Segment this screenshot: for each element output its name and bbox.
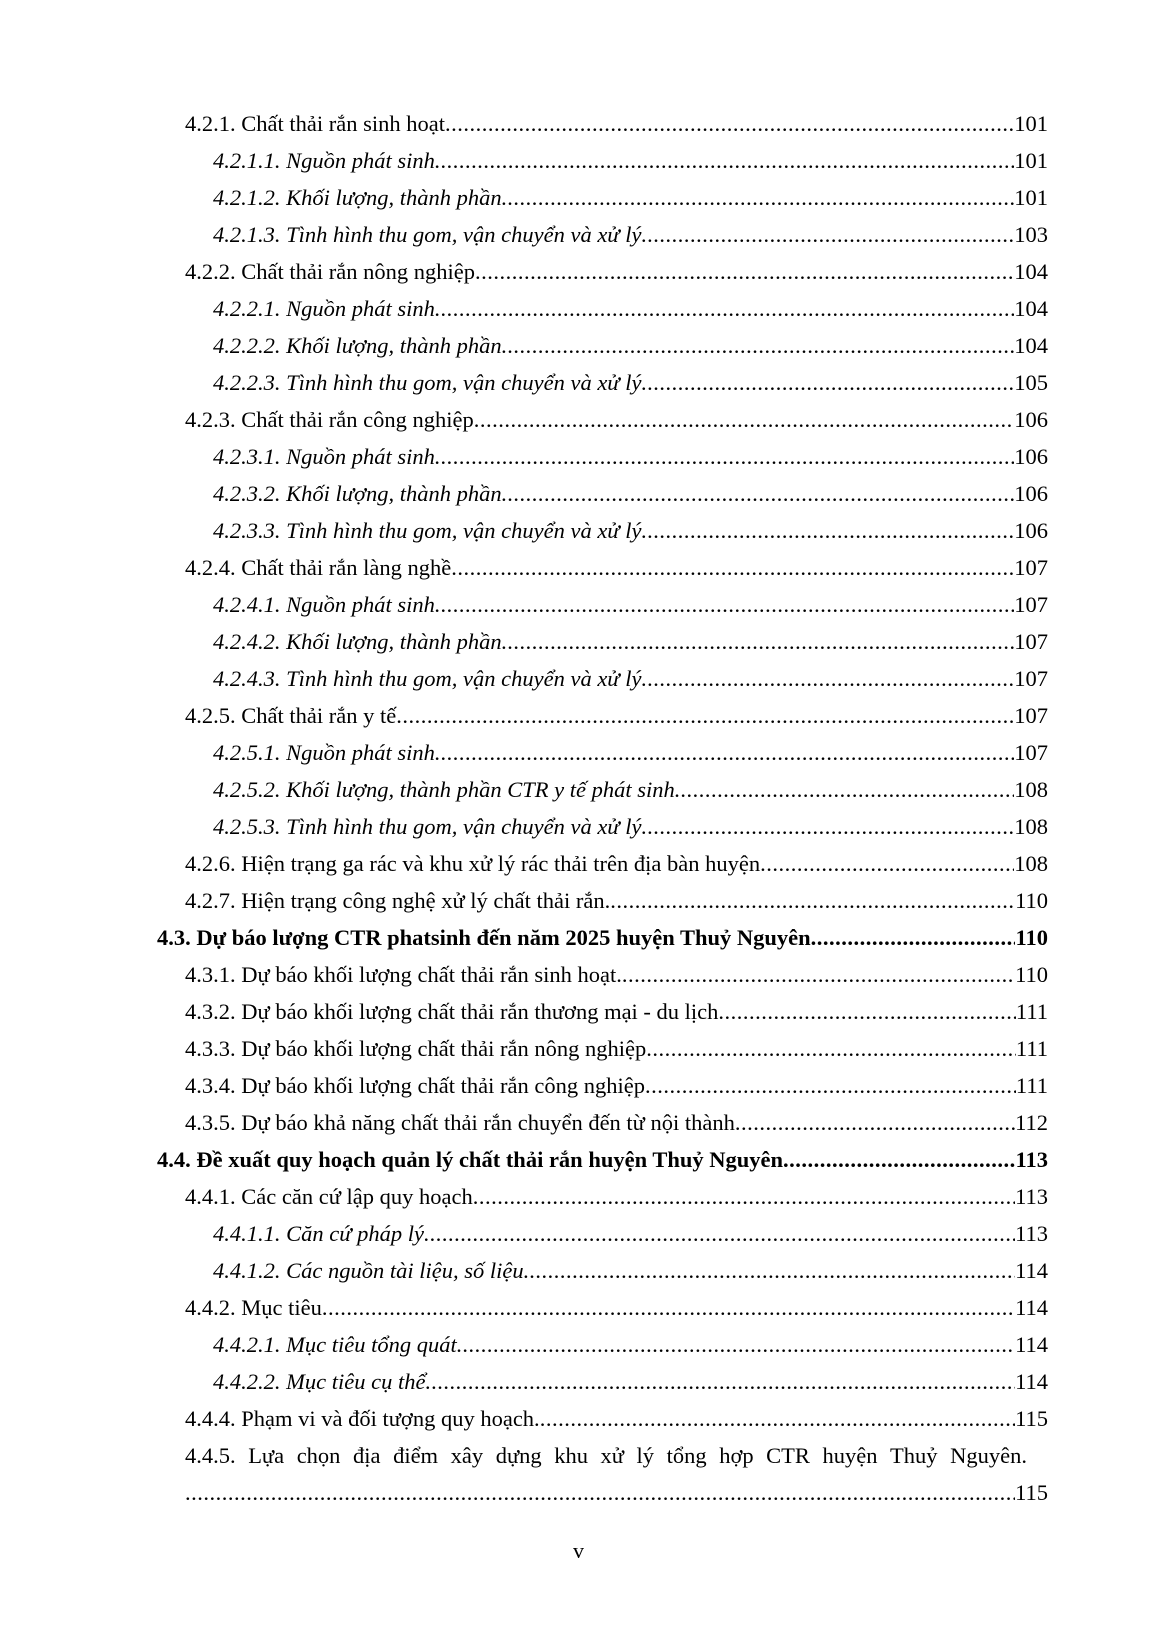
toc-entry[interactable] xyxy=(0,179,1157,216)
toc-entry[interactable] xyxy=(0,845,1157,882)
toc-entry-line xyxy=(185,549,1048,586)
toc-entry-title: 4.2.5.2. Khối lượng, thành phần CTR y tế phát sinh xyxy=(213,777,675,802)
toc-entry-line xyxy=(213,512,1048,549)
toc-entry[interactable] xyxy=(0,401,1157,438)
toc-entry[interactable] xyxy=(0,623,1157,660)
toc-entry[interactable] xyxy=(0,1178,1157,1215)
toc-entry-line xyxy=(213,216,1048,253)
toc-entry[interactable] xyxy=(0,216,1157,253)
toc-entry-page-number: 106 xyxy=(1014,481,1048,506)
dot-leader xyxy=(641,364,1014,401)
toc-entry-title-word: địa xyxy=(353,1443,381,1468)
toc-entry-line xyxy=(213,179,1048,216)
toc-entry[interactable] xyxy=(0,512,1157,549)
toc-entry-page-number: 107 xyxy=(1014,555,1048,580)
toc-entry-page-number: 101 xyxy=(1014,185,1048,210)
toc-entry-title xyxy=(185,1437,1027,1474)
toc-entry-title: 4.4.2.2. Mục tiêu cụ thể xyxy=(213,1369,426,1394)
dot-leader xyxy=(718,993,1015,1030)
toc-entry[interactable] xyxy=(0,697,1157,734)
toc-entry-line xyxy=(185,956,1048,993)
toc-entry-page-number: 111 xyxy=(1015,1073,1048,1098)
toc-entry[interactable] xyxy=(0,475,1157,512)
toc-entry[interactable] xyxy=(0,586,1157,623)
toc-entry-title-word: 4.4.5. xyxy=(185,1443,236,1468)
toc-entry-page-number: 114 xyxy=(1015,1295,1048,1320)
dot-leader xyxy=(735,1104,1015,1141)
dot-leader xyxy=(475,253,1014,290)
toc-entry[interactable] xyxy=(0,882,1157,919)
toc-entry-title-word: Lựa xyxy=(248,1443,285,1468)
toc-entry-title-word: dựng xyxy=(495,1443,542,1468)
toc-entry-title: 4.4.1.1. Căn cứ pháp lý xyxy=(213,1221,425,1246)
toc-entry-title: 4.4.4. Phạm vi và đối tượng quy hoạch. xyxy=(185,1406,540,1431)
dot-leader xyxy=(502,327,1015,364)
toc-entry-title-word: hợp xyxy=(719,1443,754,1468)
toc-entry-line xyxy=(185,845,1048,882)
toc-entry-page-number: 107 xyxy=(1014,629,1048,654)
toc-entry-line xyxy=(213,1252,1048,1289)
dot-leader xyxy=(502,179,1015,216)
dot-leader xyxy=(435,438,1014,475)
dot-leader xyxy=(645,1067,1016,1104)
toc-entry-title-word: điểm xyxy=(393,1443,439,1468)
toc-entry-line xyxy=(185,105,1048,142)
toc-entry[interactable] xyxy=(0,660,1157,697)
dot-leader xyxy=(396,697,1014,734)
table-of-contents xyxy=(0,105,1157,1511)
toc-entry[interactable] xyxy=(0,327,1157,364)
toc-entry-line xyxy=(213,660,1048,697)
toc-entry-line xyxy=(185,1474,1048,1511)
dot-leader xyxy=(610,882,1015,919)
toc-entry-title: 4.4.1. Các căn cứ lập quy hoạch xyxy=(185,1184,473,1209)
dot-leader xyxy=(622,956,1015,993)
dot-leader xyxy=(524,1252,1015,1289)
toc-entry-title: 4.2.2. Chất thải rắn nông nghiệp xyxy=(185,259,475,284)
toc-entry-page-number: 112 xyxy=(1015,1110,1048,1135)
toc-entry-page-number: 103 xyxy=(1014,222,1048,247)
toc-entry[interactable] xyxy=(0,1252,1157,1289)
toc-entry-title: 4.2.5. Chất thải rắn y tế xyxy=(185,703,397,728)
toc-entry[interactable] xyxy=(0,771,1157,808)
toc-entry[interactable] xyxy=(0,1104,1157,1141)
dot-leader xyxy=(435,142,1014,179)
toc-entry-page-number: 108 xyxy=(1014,777,1048,802)
dot-leader xyxy=(540,1400,1015,1437)
toc-entry[interactable] xyxy=(0,734,1157,771)
dot-leader xyxy=(641,808,1014,845)
dot-leader xyxy=(641,660,1014,697)
toc-entry[interactable] xyxy=(0,549,1157,586)
toc-entry-page-number: 106 xyxy=(1014,444,1048,469)
toc-entry-page-number: 108 xyxy=(1014,814,1048,839)
toc-entry[interactable] xyxy=(0,438,1157,475)
dot-leader xyxy=(641,216,1014,253)
toc-entry-title-word: huyện xyxy=(822,1443,878,1468)
toc-entry-title: 4.2.4.1. Nguồn phát sinh xyxy=(213,592,435,617)
toc-entry[interactable] xyxy=(0,1030,1157,1067)
toc-entry-title: 4.3.4. Dự báo khối lượng chất thải rắn công nghiệp xyxy=(185,1073,645,1098)
dot-leader xyxy=(641,512,1014,549)
toc-entry-title-word: khu xyxy=(554,1443,588,1468)
toc-entry-title: 4.3.2. Dự báo khối lượng chất thải rắn thương mại - du lịch xyxy=(185,999,719,1024)
toc-entry-title: 4.2.3. Chất thải rắn công nghiệp xyxy=(185,407,474,432)
toc-entry-line xyxy=(213,475,1048,512)
toc-entry-page-number: 107 xyxy=(1014,703,1048,728)
toc-entry-title-word: Thuỷ xyxy=(890,1443,938,1468)
dot-leader xyxy=(435,734,1014,771)
toc-entry[interactable] xyxy=(0,1215,1157,1252)
toc-entry-line xyxy=(213,364,1048,401)
toc-entry-title: 4.4. Đề xuất quy hoạch quản lý chất thải rắn huyện Thuỷ Nguyên xyxy=(157,1147,783,1172)
toc-entry-page-number: 107 xyxy=(1014,592,1048,617)
toc-entry-page-number: 106 xyxy=(1014,518,1048,543)
toc-entry[interactable] xyxy=(0,253,1157,290)
toc-entry-page-number: 114 xyxy=(1015,1332,1048,1357)
toc-entry-line xyxy=(213,1326,1048,1363)
dot-leader xyxy=(425,1363,1015,1400)
toc-entry-title: 4.2.2.3. Tình hình thu gom, vận chuyển và xử lý xyxy=(213,370,642,395)
toc-entry-title: 4.2.2.2. Khối lượng, thành phần xyxy=(213,333,502,358)
toc-entry[interactable] xyxy=(0,142,1157,179)
dot-leader xyxy=(783,1141,1015,1178)
toc-entry-page-number: 106 xyxy=(1014,407,1048,432)
toc-entry-page-number: 108 xyxy=(1014,851,1048,876)
toc-entry[interactable] xyxy=(0,993,1157,1030)
toc-entry-line xyxy=(185,1178,1048,1215)
toc-entry-title: 4.4.2.1. Mục tiêu tổng quát xyxy=(213,1332,457,1357)
toc-entry-page-number: 107 xyxy=(1014,740,1048,765)
toc-entry-title: 4.2.1.2. Khối lượng, thành phần xyxy=(213,185,502,210)
toc-entry-title: 4.3.5. Dự báo khả năng chất thải rắn chuyển đến từ nội thành xyxy=(185,1110,735,1135)
toc-entry-line xyxy=(185,1030,1048,1067)
toc-entry-line xyxy=(157,1141,1048,1178)
toc-entry-title: 4.2.3.3. Tình hình thu gom, vận chuyển và xử lý xyxy=(213,518,642,543)
toc-entry[interactable] xyxy=(0,919,1157,956)
dot-leader xyxy=(502,623,1015,660)
toc-entry-title: 4.2.3.1. Nguồn phát sinh xyxy=(213,444,435,469)
toc-entry-line xyxy=(185,697,1048,734)
page-number-footer: v xyxy=(573,1538,584,1563)
toc-entry-page-number: 113 xyxy=(1015,1184,1048,1209)
toc-entry[interactable] xyxy=(0,290,1157,327)
toc-entry-page-number: 111 xyxy=(1015,999,1048,1024)
toc-entry-title: 4.3. Dự báo lượng CTR phatsinh đến năm 2025 huyện Thuỷ Nguyên xyxy=(157,925,811,950)
toc-entry[interactable] xyxy=(0,1067,1157,1104)
toc-entry-line xyxy=(213,1363,1048,1400)
toc-entry-page-number: 113 xyxy=(1015,1147,1048,1172)
toc-entry-line xyxy=(185,253,1048,290)
toc-entry-title-word: xử xyxy=(600,1443,624,1468)
toc-entry[interactable] xyxy=(0,105,1157,142)
toc-entry-title-word: lý xyxy=(636,1443,655,1468)
toc-entry-title-word: tổng xyxy=(666,1443,707,1468)
toc-entry-title: 4.3.3. Dự báo khối lượng chất thải rắn nông nghiệp xyxy=(185,1036,647,1061)
toc-entry-title: 4.2.4.3. Tình hình thu gom, vận chuyển và xử lý xyxy=(213,666,642,691)
toc-entry-title: 4.2.4.2. Khối lượng, thành phần xyxy=(213,629,502,654)
toc-entry-line xyxy=(213,623,1048,660)
toc-entry-line xyxy=(213,808,1048,845)
toc-entry-title-word: Nguyên. xyxy=(950,1443,1027,1468)
dot-leader xyxy=(473,1178,1015,1215)
toc-entry-page-number: 114 xyxy=(1015,1369,1048,1394)
toc-entry-line xyxy=(213,1215,1048,1252)
toc-entry-page-number: 104 xyxy=(1014,296,1048,321)
dot-leader xyxy=(811,919,1016,956)
toc-entry-page-number: 110 xyxy=(1015,925,1048,950)
toc-entry-title: 4.3.1. Dự báo khối lượng chất thải rắn sinh hoạt. xyxy=(185,962,622,987)
toc-entry-page-number: 115 xyxy=(1015,1406,1048,1431)
toc-entry-page-number: 110 xyxy=(1015,962,1048,987)
toc-entry-title: 4.2.1. Chất thải rắn sinh hoạt xyxy=(185,111,445,136)
toc-entry-title-word: chọn xyxy=(296,1443,341,1468)
toc-entry-page-number: 110 xyxy=(1015,888,1048,913)
toc-entry-page-number: 101 xyxy=(1014,111,1048,136)
toc-entry-title: 4.2.1.1. Nguồn phát sinh xyxy=(213,148,435,173)
toc-entry-page-number: 114 xyxy=(1015,1258,1048,1283)
toc-entry-page-number: 111 xyxy=(1015,1036,1048,1061)
toc-entry-line xyxy=(185,993,1048,1030)
toc-entry-line xyxy=(185,401,1048,438)
dot-leader xyxy=(185,1474,1015,1511)
dot-leader xyxy=(457,1326,1015,1363)
toc-entry[interactable] xyxy=(0,1141,1157,1178)
toc-entry-title: 4.2.6. Hiện trạng ga rác và khu xử lý rác thải trên địa bàn huyện xyxy=(185,851,761,876)
dot-leader xyxy=(445,105,1014,142)
toc-entry-line xyxy=(157,919,1048,956)
toc-entry-line xyxy=(213,290,1048,327)
toc-entry-page-number: 115 xyxy=(1015,1480,1048,1505)
dot-leader xyxy=(502,475,1015,512)
toc-entry-title: 4.2.4. Chất thải rắn làng nghề xyxy=(185,555,452,580)
toc-entry-title: 4.2.3.2. Khối lượng, thành phần xyxy=(213,481,502,506)
toc-entry[interactable] xyxy=(0,1363,1157,1400)
toc-entry-title: 4.2.5.3. Tình hình thu gom, vận chuyển và xử lý xyxy=(213,814,642,839)
toc-entry[interactable] xyxy=(0,1400,1157,1437)
toc-entry-line xyxy=(185,1289,1048,1326)
toc-entry-title: 4.2.7. Hiện trạng công nghệ xử lý chất thải rắn. xyxy=(185,888,611,913)
toc-entry-title: 4.4.1.2. Các nguồn tài liệu, số liệu xyxy=(213,1258,524,1283)
toc-entry-page-number: 101 xyxy=(1014,148,1048,173)
dot-leader xyxy=(451,549,1014,586)
toc-entry-page-number: 105 xyxy=(1014,370,1048,395)
toc-entry-line xyxy=(213,142,1048,179)
toc-entry-title-word: xây xyxy=(450,1443,484,1468)
toc-entry-page-number: 113 xyxy=(1015,1221,1048,1246)
toc-entry[interactable] xyxy=(0,1437,1157,1511)
toc-entry-title-word: CTR xyxy=(766,1443,810,1468)
toc-entry-line xyxy=(185,1067,1048,1104)
dot-leader xyxy=(760,845,1014,882)
toc-entry[interactable] xyxy=(0,364,1157,401)
toc-entry-line xyxy=(213,734,1048,771)
toc-entry-title: 4.4.2. Mục tiêu xyxy=(185,1295,322,1320)
toc-entry[interactable] xyxy=(0,1289,1157,1326)
toc-entry-title: 4.2.2.1. Nguồn phát sinh xyxy=(213,296,435,321)
toc-entry-title: 4.2.5.1. Nguồn phát sinh xyxy=(213,740,435,765)
toc-entry-line xyxy=(213,327,1048,364)
dot-leader xyxy=(424,1215,1015,1252)
dot-leader xyxy=(646,1030,1016,1067)
toc-entry-page-number: 107 xyxy=(1014,666,1048,691)
dot-leader xyxy=(322,1289,1015,1326)
dot-leader xyxy=(675,771,1014,808)
toc-entry-line xyxy=(213,586,1048,623)
dot-leader xyxy=(435,290,1014,327)
toc-entry[interactable] xyxy=(0,956,1157,993)
toc-entry-page-number: 104 xyxy=(1014,333,1048,358)
toc-entry[interactable] xyxy=(0,808,1157,845)
toc-entry-title: 4.2.1.3. Tình hình thu gom, vận chuyển và xử lý xyxy=(213,222,642,247)
toc-entry-page-number: 104 xyxy=(1014,259,1048,284)
dot-leader xyxy=(435,586,1014,623)
dot-leader xyxy=(474,401,1015,438)
toc-entry-line xyxy=(185,1104,1048,1141)
toc-entry[interactable] xyxy=(0,1326,1157,1363)
toc-entry-line xyxy=(213,771,1048,808)
toc-entry-line xyxy=(185,882,1048,919)
toc-entry-line xyxy=(213,438,1048,475)
toc-entry-line xyxy=(185,1400,1048,1437)
